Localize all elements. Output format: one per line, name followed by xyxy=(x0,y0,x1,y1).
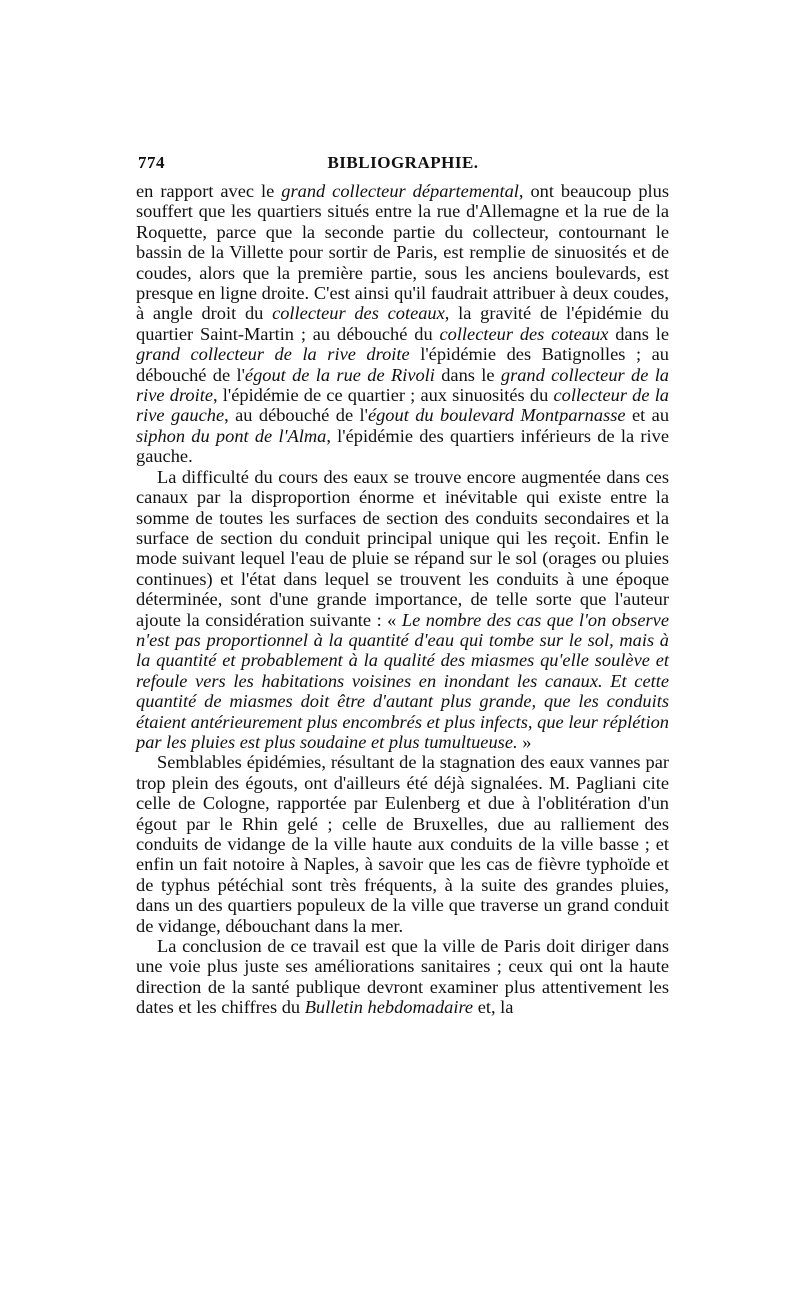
running-header xyxy=(138,153,668,175)
body-text xyxy=(136,181,669,1018)
italic-quote: Le nombre des cas que l'on observe n'est pas proportionnel à la quantité d'eau qui tombe sur le sol, mais à la quantité et probablement à la qualité des miasmes qu'elle soulève et refoule vers les habitations voisines en inondant les canaux. Et cette quantité de miasmes doit être d'autant plus grande, que les conduits étaient antérieurement plus encombrés et plus infects, que leur réplétion par les pluies est plus soudaine et plus tumultueuse. xyxy=(136,609,669,752)
text-run: en rapport avec le xyxy=(136,181,282,201)
italic-run: grand collecteur de la rive droite xyxy=(136,364,669,406)
italic-run: collecteur de la rive gauche xyxy=(136,385,670,426)
text-run: La conclusion de ce travail est que la ville de Paris doit diriger dans une voie plus juste ses améliorations sanitaires ; ceux qui ont la haute direction de la santé publique devront examiner plus attentivement les dates et les chiffres du xyxy=(136,936,669,1018)
paragraph-1 xyxy=(136,181,669,467)
text-run: et, la xyxy=(473,997,514,1018)
italic-run: égout du boulevard Montparnasse xyxy=(367,405,626,426)
text-run: La difficulté du cours des eaux se trouve encore augmentée dans ces canaux par la disproportion énorme et inévitable qui existe entre la somme de toutes les surfaces de section des conduits secondaires et la surface de section du conduit principal unique qui les reçoit. Enfin le mode suivant lequel l'eau de pluie se répand sur le sol (orages ou pluies continues) et l'état dans lequel se trouvent les conduits à une époque déterminée, sont d'une grande importance, de telle sorte que l'auteur ajoute la considération suivante : « xyxy=(136,466,669,630)
text-run: , l'épidémie de ce quartier ; aux sinuosités du xyxy=(213,385,554,406)
running-title: BIBLIOGRAPHIE. xyxy=(327,153,479,172)
italic-run: collecteur des coteaux xyxy=(272,303,445,324)
text-run: , ont beaucoup plus souffert que les quartiers situés entre la rue d'Allemagne et la rue de la Roquette, parce que la seconde partie du collecteur, contournant le bassin de la Villette pour sortir de Paris, est remplie de sinuosités et de coudes, alors que la première partie, sous les anciens boulevards, est presque en ligne droite. C'est ainsi qu'il faudrait attribuer à deux coudes, à angle droit du xyxy=(136,181,669,324)
text-run: dans le xyxy=(434,364,501,385)
paragraph-4 xyxy=(136,936,669,1018)
italic-run: siphon du pont de l'Alma xyxy=(136,425,327,446)
italic-run: collecteur des coteaux xyxy=(439,323,609,344)
text-run: , au débouché de l' xyxy=(224,405,368,426)
text-run: , la gravité de l'épidémie du quartier Saint-Martin ; au débouché du xyxy=(136,303,669,344)
text-run: » xyxy=(517,731,532,752)
text-run: et au xyxy=(625,405,670,426)
italic-run: égout de la rue de Rivoli xyxy=(244,364,435,385)
italic-run: grand collecteur de la rive droite xyxy=(136,344,410,365)
text-run: , l'épidémie des quartiers inférieurs de la rive gauche. xyxy=(136,425,669,467)
italic-run: grand collecteur départemental xyxy=(281,181,519,201)
text-run: dans le xyxy=(608,323,669,344)
paragraph-3: Semblables épidémies, résultant de la stagnation des eaux vannes par trop plein des égouts, ont d'ailleurs été déjà signalées. M. Pagliani cite celle de Cologne, rapportée par Eulenberg et due à l'oblitération d'un égout par le Rhin gelé ; celle de Bruxelles, due au ralliement des conduits de vidange de la ville haute aux conduits de la ville basse ; et enfin un fait notoire à Naples, à savoir que les cas de fièvre typhoïde et de typhus pétéchial sont très fréquents, à la suite des grandes pluies, dans un des quartiers populeux de la ville que traverse un grand conduit de vidange, débouchant dans la mer. xyxy=(136,752,669,936)
text-run: l'épidémie des Batignolles ; au débouché de l' xyxy=(136,344,669,385)
page-number: 774 xyxy=(138,153,165,172)
paragraph-2 xyxy=(136,467,669,753)
italic-run: Bulletin hebdomadaire xyxy=(304,997,474,1018)
